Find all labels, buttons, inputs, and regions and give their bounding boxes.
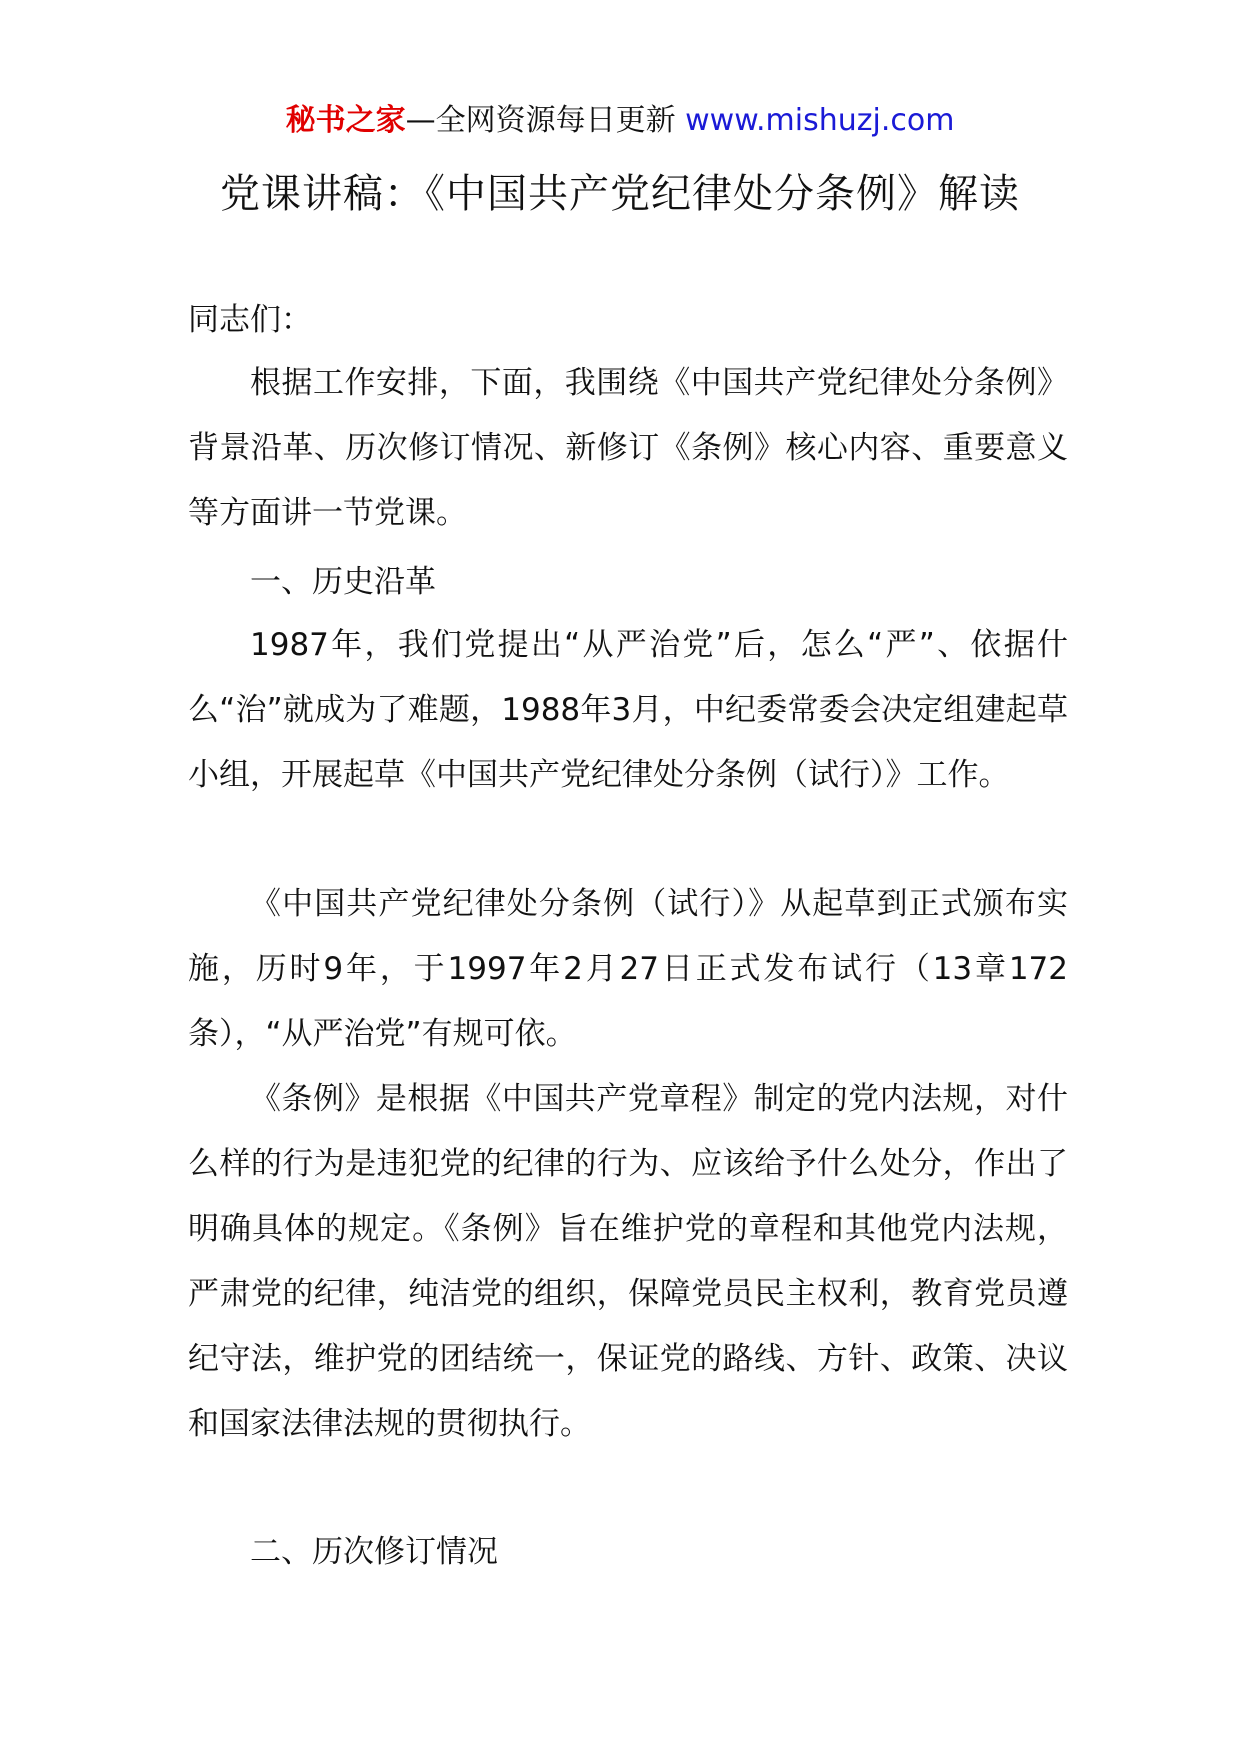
header-tagline: —全网资源每日更新: [405, 103, 686, 138]
salutation: [188, 288, 1068, 353]
paragraph-history-3: [188, 1067, 1068, 1457]
document-title: 党课讲稿：《中国共产党纪律处分条例》解读: [220, 171, 1020, 217]
site-url-link[interactable]: www.mishuzj.com: [685, 103, 955, 138]
section-heading-text: 一、历史沿革: [250, 564, 436, 600]
paragraph-intro: [188, 351, 1068, 546]
site-header: [0, 101, 1240, 141]
salutation-text: 同志们：: [188, 302, 312, 338]
section-heading-text: 二、历次修订情况: [250, 1534, 498, 1570]
section-heading-1: [188, 550, 1068, 615]
paragraph-text: 《条例》是根据《中国共产党章程》制定的党内法规，对什么样的行为是违犯党的纪律的行为、应该给予什么处分，作出了明确具体的规定。《条例》旨在维护党的章程和其他党内法规，严肃党的纪律，纯洁党的组织，保障党员民主权利，教育党员遵纪守法，维护党的团结统一，保证党的路线、方针、政策、决议和国家法律法规的贯彻执行。: [188, 1081, 1068, 1442]
paragraph-text: 1987年，我们党提出“从严治党”后，怎么“严”、依据什么“治”就成为了难题，1988年3月，中纪委常委会决定组建起草小组，开展起草《中国共产党纪律处分条例（试行）》工作。: [188, 627, 1068, 793]
section-heading-2: [188, 1520, 1068, 1585]
paragraph-text: 根据工作安排，下面，我围绕《中国共产党纪律处分条例》背景沿革、历次修订情况、新修订《条例》核心内容、重要意义等方面讲一节党课。: [188, 365, 1068, 531]
paragraph-history-2: [188, 872, 1068, 1067]
paragraph-history-1: [188, 613, 1068, 808]
paragraph-text: 《中国共产党纪律处分条例（试行）》从起草到正式颁布实施，历时9年，于1997年2月27日正式发布试行（13章172条），“从严治党”有规可依。: [188, 886, 1068, 1052]
brand-name: 秘书之家: [285, 103, 406, 138]
